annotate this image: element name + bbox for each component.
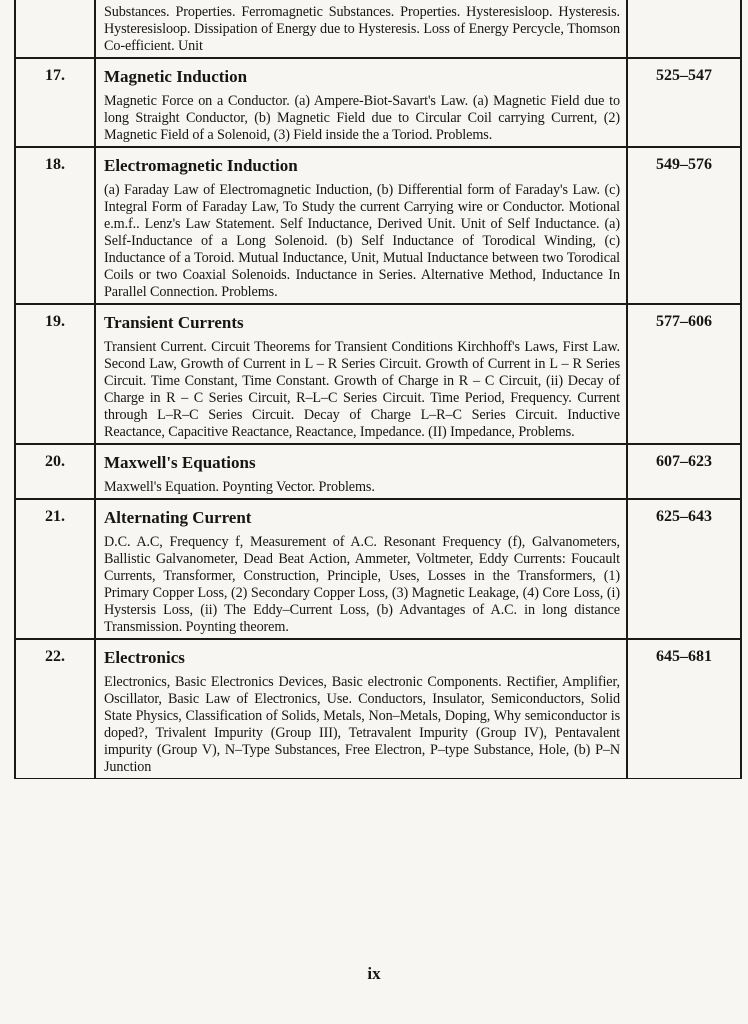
chapter-content-cell	[95, 58, 627, 147]
chapter-content-cell	[95, 0, 627, 58]
chapter-description: D.C. A.C, Frequency f, Measurement of A.C. Resonant Frequency (f), Galvanometers, Ballistic Galvanometer, Dead Beat Action, Ammeter, Voltmeter, Eddy Currents: Foucault Currents, Transformer, Construction, Principle, Uses, Losses in the Transformers, (1) Primary Copper Loss, (2) Secondary Copper Loss, (3) Magnetic Leakage, (4) Core Loss, (i) Hystersis Loss, (ii) The Eddy–Current Loss, (b) Advantages of A.C. in long distance Transmission. Poynting theorem.	[104, 534, 620, 635]
chapter-page-range: 607–623	[627, 444, 741, 499]
continued-row	[15, 0, 741, 58]
chapter-page-range: 577–606	[627, 304, 741, 444]
chapter-content-cell	[95, 499, 627, 639]
chapter-title: Electronics	[104, 648, 185, 667]
chapter-row	[15, 304, 741, 444]
chapter-page-range: 645–681	[627, 639, 741, 779]
chapter-page-range: 625–643	[627, 499, 741, 639]
chapter-description: Transient Current. Circuit Theorems for Transient Conditions Kirchhoff's Laws, First Law. Second Law, Growth of Current in L – R Series Circuit. Growth of Current in L – R Series Circuit. Time Constant, Time Constant. Growth of Charge in R – C Circuit, (ii) Decay of Charge in R – C Series Circuit, R–L–C Series Circuit. Time Period, Frequency. Current through L–R–C Series Circuit. Decay of Charge L–R–C Series Circuit. Inductive Reactance, Capacitive Reactance, Reactance, Impedance. (II) Impedance, Problems.	[104, 339, 620, 440]
chapter-page-range: 525–547	[627, 58, 741, 147]
continued-description: Substances. Properties. Ferromagnetic Substances. Properties. Hysteresisloop. Hysteresis. Hysteresisloop. Dissipation of Energy due to Hysteresis. Loss of Energy Percycle, Thomson Co-efficient. Unit	[104, 4, 620, 54]
page-range-cell	[627, 0, 741, 58]
chapter-content-cell	[95, 304, 627, 444]
chapter-number-cell	[15, 0, 95, 58]
chapter-number: 21.	[15, 499, 95, 639]
chapter-content-cell	[95, 147, 627, 304]
chapter-row	[15, 147, 741, 304]
page-number: ix	[367, 964, 381, 983]
chapter-row	[15, 499, 741, 639]
chapter-description: Magnetic Force on a Conductor. (a) Ampere-Biot-Savart's Law. (a) Magnetic Field due to long Straight Conductor, (b) Magnetic Field due to Circular Coil carrying Current, (2) Magnetic Field of a Solenoid, (3) Field inside the a Toriod. Problems.	[104, 93, 620, 143]
chapter-number: 19.	[15, 304, 95, 444]
chapter-number: 22.	[15, 639, 95, 779]
chapter-row	[15, 639, 741, 779]
chapter-title: Magnetic Induction	[104, 67, 248, 86]
chapter-row	[15, 58, 741, 147]
contents-table	[14, 0, 742, 779]
chapter-title: Electromagnetic Induction	[104, 156, 298, 175]
chapter-content-cell	[95, 639, 627, 779]
chapter-page-range: 549–576	[627, 147, 741, 304]
chapter-number: 18.	[15, 147, 95, 304]
toc-page	[14, 0, 726, 779]
chapter-description: Maxwell's Equation. Poynting Vector. Problems.	[104, 479, 375, 495]
chapter-number: 17.	[15, 58, 95, 147]
chapter-title: Transient Currents	[104, 313, 244, 332]
chapter-title: Alternating Current	[104, 508, 252, 527]
chapter-description: Electronics, Basic Electronics Devices, Basic electronic Components. Rectifier, Amplifier, Oscillator, Basic Law of Electronics, Use. Conductors, Insulator, Semiconductors, Solid State Physics, Classification of Solids, Metals, Non–Metals, Doping, Why semiconductor is doped?, Trivalent Impurity (Group III), Tetravalent Impurity (Group IV), Pentavalent impurity (Group V), N–Type Substances, Free Electron, P–type Substance, Hole, (b) P–N Junction	[104, 674, 620, 775]
chapter-description: (a) Faraday Law of Electromagnetic Induction, (b) Differential form of Faraday's Law. (c) Integral Form of Faraday Law, To Study the current Carrying wire or Conductor. Motional e.m.f.. Lenz's Law Statement. Self Inductance, Derived Unit. Unit of Self Inductance. (a) Self-Inductance of a Long Solenoid. (b) Self Inductance of Torodical Winding, (c) Inductance of a Toroid. Mutual Inductance, Unit, Mutual Inductance between two Torodical Coils or two Coaxial Solenoids. Inductance in Series. Alternative Method, Inductance In Parallel Connection. Problems.	[104, 182, 620, 300]
chapter-title: Maxwell's Equations	[104, 453, 256, 472]
chapter-row	[15, 444, 741, 499]
chapter-content-cell	[95, 444, 627, 499]
chapter-number: 20.	[15, 444, 95, 499]
